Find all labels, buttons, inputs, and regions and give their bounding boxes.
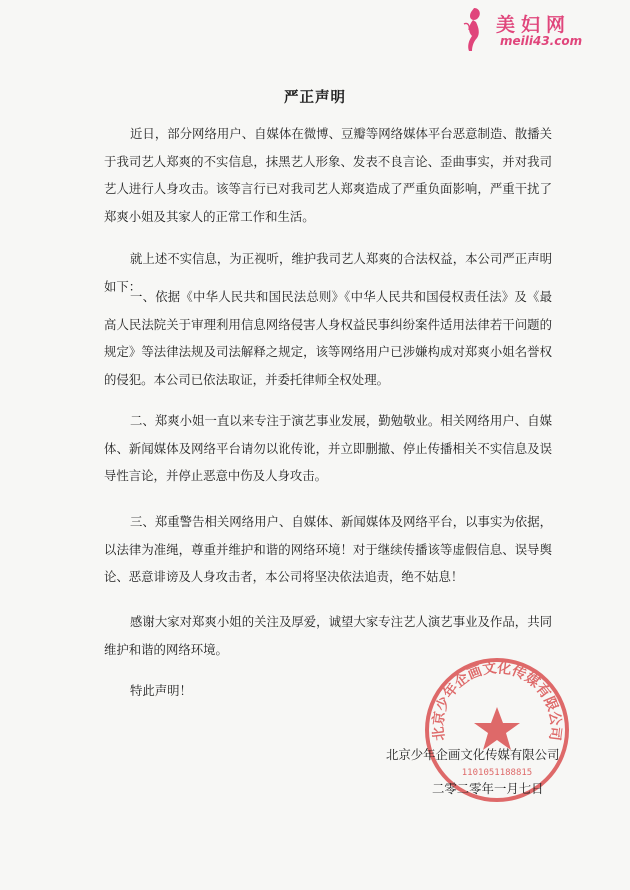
document-title: 严正声明 bbox=[284, 90, 346, 106]
watermark-site-name: 美妇网 bbox=[496, 14, 572, 36]
seal-number: 1101051188815 bbox=[461, 768, 533, 778]
paragraph-statement-lead: 就上述不实信息，为正视听，维护我司艺人郑爽的合法权益，本公司严正声明如下： bbox=[104, 251, 552, 294]
seal-ring-text: 北京少年企画文化传媒有限公司 bbox=[430, 660, 564, 742]
paragraph-clause-three: 三、郑重警告相关网络用户、自媒体、新闻媒体及网络平台，以事实为依据，以法律为准绳，尊重并维护和谐的网络环境！对于继续传播该等虚假信息、误导舆论、恶意诽谤及人身攻击者，本公司将坚决依法追责，绝不姑息！ bbox=[104, 514, 552, 584]
woman-silhouette-icon bbox=[460, 6, 488, 52]
closing-line: 特此声明！ bbox=[130, 683, 192, 698]
watermark-logo bbox=[460, 6, 628, 54]
paragraph-clause-two: 二、郑爽小姐一直以来专注于演艺事业发展，勤勉敬业。相关网络用户、自媒体、新闻媒体及网络平台请勿以讹传讹，并立即删撤、停止传播相关不实信息及误导性言论，并停止恶意中伤及人身攻击。 bbox=[104, 413, 552, 483]
seal-star-icon bbox=[474, 707, 520, 750]
paragraph-clause-one: 一、依据《中华人民共和国民法总则》《中华人民共和国侵权责任法》及《最高人民法院关于审理利用信息网络侵害人身权益民事纠纷案件适用法律若干问题的规定》等法律法规及司法解释之规定，该等网络用户已涉嫌构成对郑爽小姐名誉权的侵犯。本公司已依法取证，并委托律师全权处理。 bbox=[104, 289, 552, 387]
paragraph-thanks: 感谢大家对郑爽小姐的关注及厚爱，诚望大家专注艺人演艺事业及作品，共同维护和谐的网络环境。 bbox=[104, 614, 552, 657]
paragraph-intro: 近日，部分网络用户、自媒体在微博、豆瓣等网络媒体平台恶意制造、散播关于我司艺人郑爽的不实信息，抹黑艺人形象、发表不良言论、歪曲事实，并对我司艺人进行人身攻击。该等言行已对我司艺人郑爽造成了严重负面影响，严重干扰了郑爽小姐及其家人的正常工作和生活。 bbox=[104, 126, 552, 224]
signature-date: 二零二零年一月七日 bbox=[432, 781, 544, 796]
watermark-url: meili43.com bbox=[500, 34, 583, 48]
signature-company: 北京少年企画文化传媒有限公司 bbox=[386, 747, 560, 762]
